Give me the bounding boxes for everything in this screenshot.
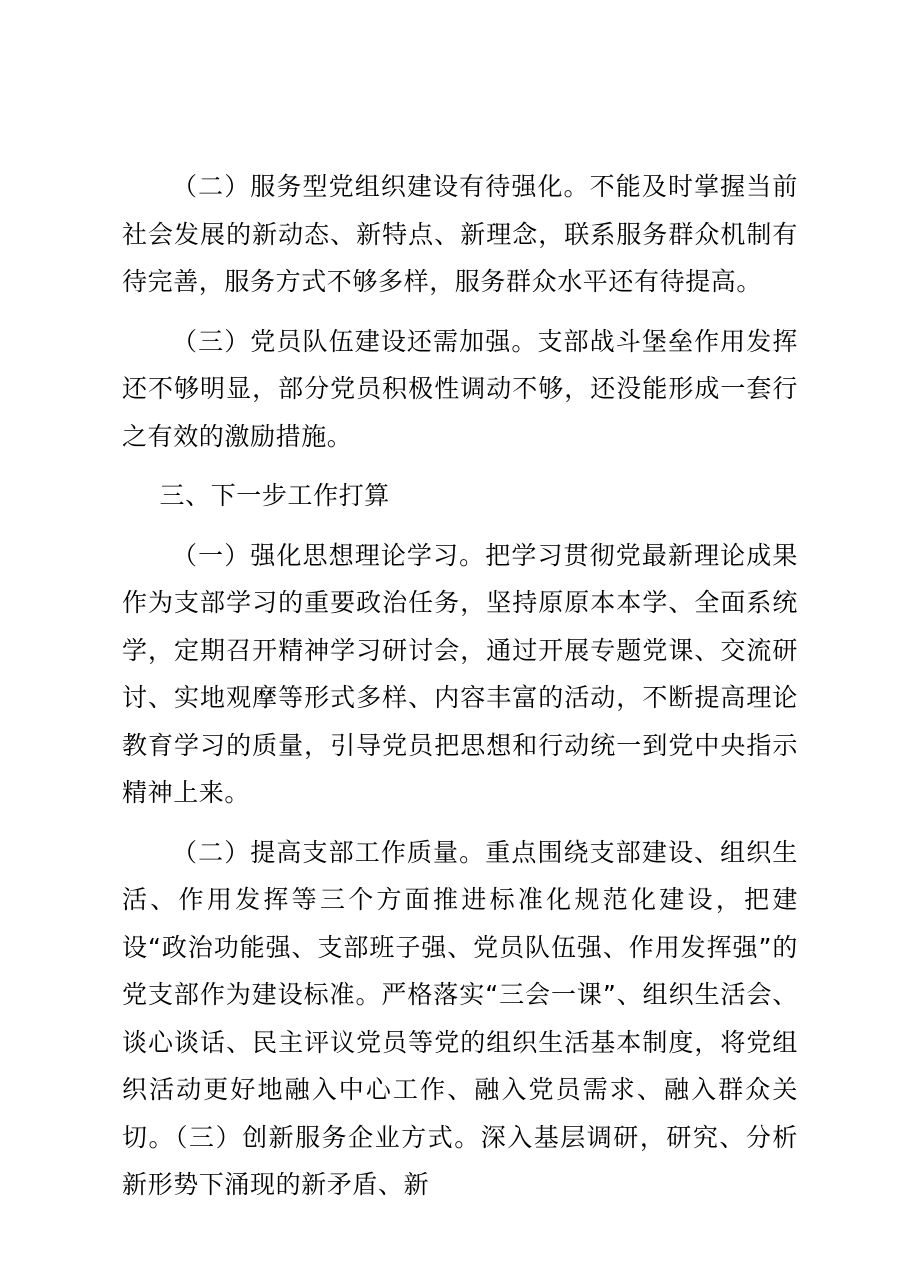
paragraph-service-org: （二）服务型党组织建设有待强化。不能及时掌握当前社会发展的新动态、新特点、新理念，联系服务群众机制有待完善，服务方式不够多样，服务群众水平还有待提高。: [122, 172, 798, 296]
section-heading: 三、下一步工作打算: [159, 481, 390, 510]
paragraph-theory-study: （一）强化思想理论学习。把学习贯彻党最新理论成果作为支部学习的重要政治任务，坚持原原本本学、全面系统学，定期召开精神学习研讨会，通过开展专题党课、交流研讨、实地观摩等形式多样、内容丰富的活动，不断提高理论教育学习的质量，引导党员把思想和行动统一到党中央指示精神上来。: [122, 540, 798, 807]
paragraph-work-quality: （二）提高支部工作质量。重点围绕支部建设、组织生活、作用发挥等三个方面推进标准化规范化建设，把建设“政治功能强、支部班子强、党员队伍强、作用发挥强”的党支部作为建设标准。严格落实“三会一课”、组织生活会、谈心谈话、民主评议党员等党的组织生活基本制度，将党组织活动更好地融入中心工作、融入党员需求、融入群众关切。（三）创新服务企业方式。深入基层调研，研究、分析新形势下涌现的新矛盾、新: [122, 837, 798, 1199]
paragraph-team-building: （三）党员队伍建设还需加强。支部战斗堡垒作用发挥还不够明显，部分党员积极性调动不够，还没能形成一套行之有效的激励措施。: [122, 326, 798, 451]
document-body: [122, 163, 798, 1209]
